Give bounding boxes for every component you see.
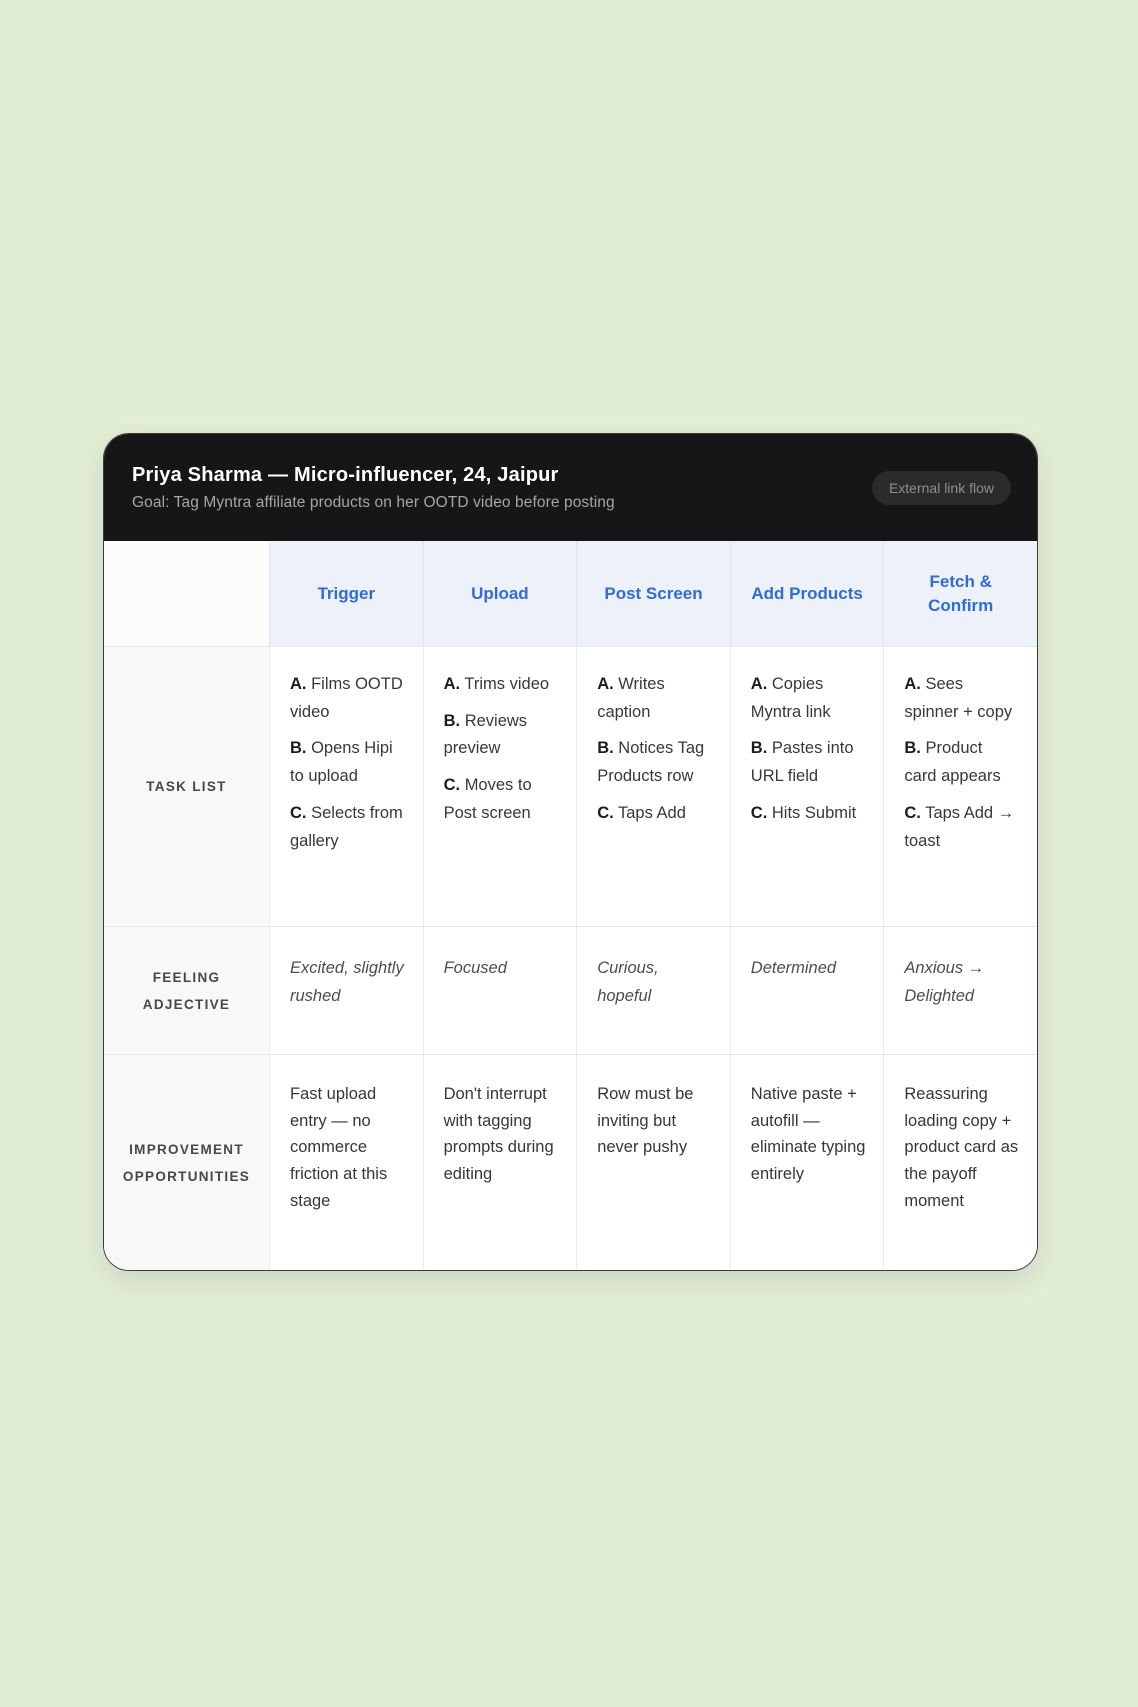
persona-goal: Goal: Tag Myntra affiliate products on her OOTD video before posting bbox=[132, 493, 615, 511]
task-prefix: C. bbox=[750, 803, 768, 822]
task-list-cell-fetch-confirm bbox=[883, 646, 1037, 926]
task-prefix: C. bbox=[904, 803, 921, 822]
task-item bbox=[290, 735, 405, 790]
stage-header-fetch-confirm: Fetch & Confirm bbox=[883, 541, 1037, 646]
stage-header-post-screen: Post Screen bbox=[576, 541, 730, 646]
header-text-block bbox=[132, 464, 615, 512]
journey-table bbox=[104, 541, 1037, 1270]
task-text: Taps Add bbox=[617, 803, 686, 822]
task-prefix: B. bbox=[290, 739, 307, 758]
task-text: Opens Hipi to upload bbox=[290, 739, 393, 786]
task-text: Films OOTD video bbox=[290, 675, 403, 721]
task-text: Trims video bbox=[464, 675, 550, 693]
task-list-cell-add-products bbox=[730, 646, 884, 926]
task-prefix: A. bbox=[443, 675, 461, 693]
feeling-cell-post-screen: Curious, hopeful bbox=[576, 926, 730, 1054]
task-text: Hits Submit bbox=[771, 803, 857, 822]
task-text: Notices Tag Products row bbox=[597, 739, 705, 786]
task-item bbox=[904, 735, 1019, 790]
improvement-cell-post-screen: Row must be inviting but never pushy bbox=[576, 1054, 730, 1270]
task-item bbox=[904, 800, 1019, 855]
task-item bbox=[597, 800, 712, 828]
task-list-cell-post-screen bbox=[576, 646, 730, 926]
improvement-cell-trigger: Fast upload entry — no commerce friction at this stage bbox=[269, 1054, 423, 1270]
task-prefix: C. bbox=[443, 776, 461, 795]
stage-header-trigger: Trigger bbox=[269, 541, 423, 646]
task-item bbox=[444, 708, 559, 763]
task-text: Writes caption bbox=[597, 675, 665, 721]
task-item bbox=[290, 800, 405, 855]
task-prefix: A. bbox=[290, 675, 307, 693]
task-prefix: A. bbox=[597, 675, 614, 693]
task-item bbox=[751, 671, 866, 726]
task-item bbox=[597, 735, 712, 790]
improvement-cell-fetch-confirm: Reassuring loading copy + product card as the payoff moment bbox=[883, 1054, 1037, 1270]
task-text: Product card appears bbox=[904, 739, 1001, 786]
task-prefix: A. bbox=[904, 675, 921, 693]
task-prefix: B. bbox=[904, 739, 921, 758]
task-item bbox=[751, 735, 866, 790]
stage-header-add-products: Add Products bbox=[730, 541, 884, 646]
feeling-cell-upload: Focused bbox=[423, 926, 577, 1054]
feeling-cell-fetch-confirm: Anxious → Delighted bbox=[883, 926, 1037, 1054]
task-prefix: C. bbox=[290, 803, 307, 822]
task-text: Sees spinner + copy bbox=[904, 675, 1013, 721]
task-item bbox=[444, 671, 559, 699]
task-item bbox=[444, 772, 559, 827]
task-text: Moves to Post screen bbox=[443, 776, 532, 822]
task-text: Pastes into URL field bbox=[750, 739, 854, 786]
row-label-task-list: TASK LIST bbox=[104, 646, 269, 926]
task-item bbox=[904, 671, 1019, 726]
task-list-cell-trigger bbox=[269, 646, 423, 926]
task-text: Taps Add → toast bbox=[904, 803, 1015, 850]
card-header bbox=[104, 434, 1037, 541]
stage-header-upload: Upload bbox=[423, 541, 577, 646]
task-list-cell-upload bbox=[423, 646, 577, 926]
task-item bbox=[290, 671, 405, 726]
task-text: Selects from gallery bbox=[290, 803, 403, 850]
task-text: Reviews preview bbox=[443, 711, 528, 758]
task-item bbox=[597, 671, 712, 726]
task-prefix: A. bbox=[750, 675, 768, 693]
task-text: Copies Myntra link bbox=[750, 675, 831, 721]
row-label-improvement-opportunities: IMPROVEMENT OPPORTUNITIES bbox=[104, 1054, 269, 1270]
table-corner-cell bbox=[104, 541, 269, 646]
task-prefix: B. bbox=[443, 711, 461, 730]
task-prefix: C. bbox=[597, 803, 614, 822]
persona-title: Priya Sharma — Micro-influencer, 24, Jaipur bbox=[132, 463, 559, 486]
improvement-cell-add-products: Native paste + autofill — eliminate typing entirely bbox=[730, 1054, 884, 1270]
task-prefix: B. bbox=[597, 739, 614, 758]
task-item bbox=[751, 800, 866, 828]
feeling-cell-add-products: Determined bbox=[730, 926, 884, 1054]
persona-journey-card bbox=[103, 433, 1038, 1271]
row-label-feeling-adjective: FEELING ADJECTIVE bbox=[104, 926, 269, 1054]
task-prefix: B. bbox=[750, 739, 768, 758]
improvement-cell-upload: Don't interrupt with tagging prompts during editing bbox=[423, 1054, 577, 1270]
feeling-cell-trigger: Excited, slightly rushed bbox=[269, 926, 423, 1054]
flow-type-badge: External link flow bbox=[872, 471, 1011, 505]
